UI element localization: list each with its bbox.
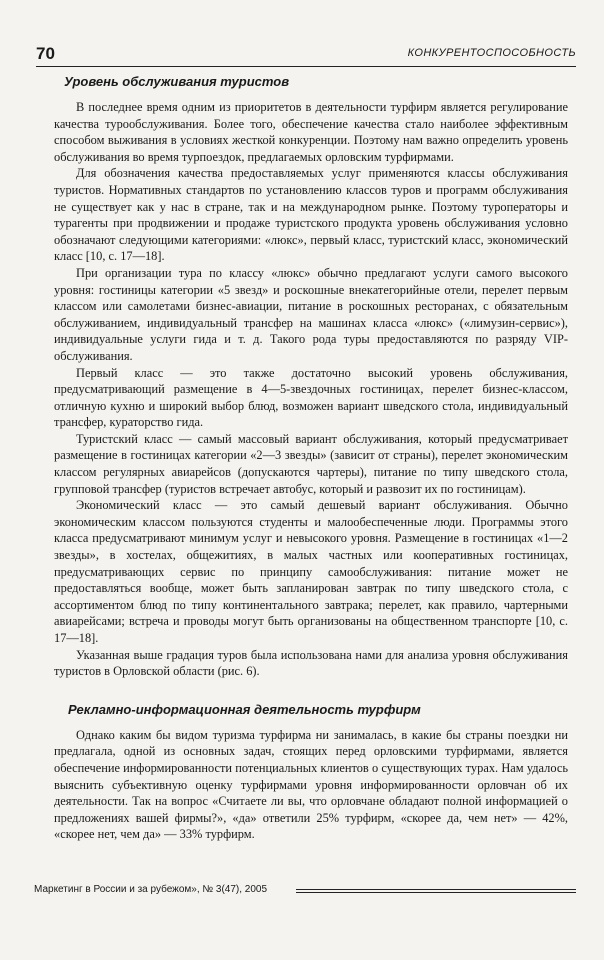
- running-title: КОНКУРЕНТОСПОСОБНОСТЬ: [407, 47, 576, 59]
- paragraph: В последнее время одним из приоритетов в деятельности турфирм является регулирование качества турообслуживания. Более того, обеспечение качества стало наиболее эффективным способом выживания в условиях жесткой конкуренции. Поэтому нам важно определить уровень обслуживания во время турпоездок, предлагаемых орловским турфирмами.: [54, 100, 568, 164]
- paragraph: Первый класс — это также достаточно высокий уровень обслуживания, предусматривающий размещение в 4—5-звездочных гостиницах, перелет бизнес-классом, отличную кухню и широкий выбор блюд, возможен вариант шведского стола, индивидуальный трансфер, кураторство гида.: [54, 365, 568, 430]
- paragraph: Туристский класс — самый массовый вариант обслуживания, который предусматривает размещение в гостиницах категории «2—3 звезды» (зависит от страны), перелет экономическим классом регулярных авиарейсов (допускаются чартеры), питание по типу шведского стола, групповой трансфер (туристов встречает автобус, который и развозит их по гостиницам).: [54, 431, 568, 496]
- page-number: 70: [36, 44, 55, 63]
- footer-rule: [296, 892, 576, 893]
- journal-citation: Маркетинг в России и за рубежом», № 3(47), 2005: [34, 884, 268, 895]
- page-footer: [34, 884, 576, 898]
- section-heading-service-level: Уровень обслуживания туристов: [64, 74, 290, 89]
- paragraph: Экономический класс — это самый дешевый вариант обслуживания. Обычно экономическим классом пользуются студенты и малообеспеченные люди. Программы этого класса предусматривают минимум услуг и невысокого уровня. Размещение в гостиницах «1—2 звезды», в хостелах, общежитиях, в малых частных или кооперативных гостиницах, предусматривающих сервис по принципу самообслуживания: питание может не предоставляться вообще, может быть запланирован завтрак по типу шведского стола, с ассортиментом блюд по типу континентального завтрака; перелет, как правило, чартерными авиарейсами; встреча и проводы могут быть организованы на общественном транспорте [10, с. 17—18].: [54, 498, 568, 645]
- paragraph: При организации тура по классу «люкс» обычно предлагают услуги самого высокого уровня: гостиницы категории «5 звезд» и роскошные внекатегорийные отели, перелет первым классом или самолетами бизнес-авиации, питание в роскошных ресторанах, с обязательным обслуживанием, индивидуальный трансфер на машинах класса «люкс» («лимузин-сервис»), индивидуальные услуги гида и т. д. Такого рода туры предоставляются по разряду VIP-обслуживания.: [54, 265, 568, 363]
- article-body: [54, 74, 568, 843]
- page-header: [36, 44, 576, 67]
- footer-rule: [296, 889, 576, 890]
- paragraph: Указанная выше градация туров была использована нами для анализа уровня обслуживания туристов в Орловской области (рис. 6).: [54, 647, 568, 679]
- paragraph: Однако каким бы видом туризма турфирма ни занималась, в какие бы страны поездки ни предлагала, одной из основных задач, стоящих перед орловскими турфирмами, является обеспечение информированности потенциальных клиентов о существующих турах. Нам удалось выяснить субъективную оценку турфирмами уровня информированности орловчан об их деятельности. Так на вопрос «Считаете ли вы, что орловчане обладают полной информацией о предложениях вашей фирмы?», «да» ответили 25% турфирм, «скорее да, чем нет» — 42%, «скорее нет, чем да» — 33% турфирм.: [54, 727, 568, 842]
- section-heading-advertising: Рекламно-информационная деятельность турфирм: [68, 701, 421, 717]
- paragraph: Для обозначения качества предоставляемых услуг применяются классы обслуживания туристов. Нормативных стандартов по установлению классов туров и программ обслуживания не существует как у нас в стране, так и на международном рынке. Поэтому туроператоры и турагенты при продвижении и продаже туристского продукта уровень обслуживания условно обозначают следующими категориями: «люкс», первый класс, туристский класс, экономический класс [10, с. 17—18].: [54, 166, 568, 264]
